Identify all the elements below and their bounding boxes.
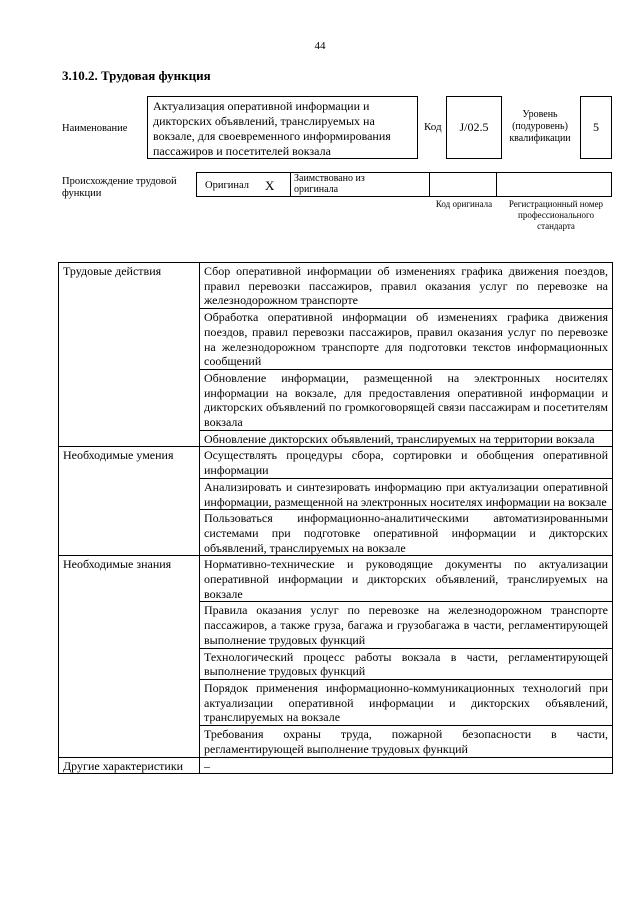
- origin-label: Происхождение трудовой функции: [62, 176, 177, 199]
- item-cell: Осуществлять процедуры сбора, сортировки и обобщения оперативной информации: [200, 447, 613, 478]
- original-mark: X: [265, 178, 275, 193]
- original-cell: [196, 172, 290, 197]
- code-caption: Код оригинала: [435, 199, 493, 209]
- item-cell: Технологический процесс работы вокзала в части, регламентирующей выполнение трудовых функций: [200, 648, 613, 679]
- code-label: Код: [424, 121, 442, 133]
- level-value-box: [580, 96, 612, 159]
- item-cell: Обработка оперативной информации об изменениях графика движения поездов, правил перевозки пассажиров, правил оказания услуг по перевозке на железнодорожном транспорте для подготовки текстов информационных сообщений: [200, 309, 613, 370]
- page-number: 44: [314, 40, 326, 52]
- reg-caption: Регистрационный номер профессионального стандарта: [508, 199, 604, 231]
- table-row: [59, 556, 613, 602]
- item-cell: Требования охраны труда, пожарной безопасности в части, регламентирующей выполнение трудовых функций: [200, 726, 613, 757]
- level-label: Уровень (подуровень) квалификации: [509, 109, 571, 144]
- origin-row: [196, 172, 612, 197]
- code-value-box: [446, 96, 502, 159]
- function-name: Актуализация оперативной информации и дикторских объявлений, транслируемых на вокзале, для своевременного информирования пассажиров и посетителей вокзала: [153, 99, 391, 158]
- table-row: [59, 263, 613, 309]
- item-cell: Обновление информации, размещенной на электронных носителях информации на вокзале, для предоставления оперативной информации и дикторских объявлений по громкоговорящей связи пассажирам и посетителям вокзала: [200, 369, 613, 430]
- function-details-table: [58, 262, 613, 774]
- code-value: J/02.5: [459, 120, 489, 134]
- category-cell: Необходимые умения: [59, 447, 200, 556]
- borrowed-label: Заимствовано из оригинала: [294, 173, 365, 195]
- level-value: 5: [593, 120, 599, 134]
- category-cell: Трудовые действия: [59, 263, 200, 447]
- function-name-box: [147, 96, 418, 159]
- item-cell: Анализировать и синтезировать информацию при актуализации оперативной информации, размещенной на электронных носителях информации на вокзале: [200, 478, 613, 509]
- original-label: Оригинал: [205, 180, 249, 191]
- item-cell: Обновление дикторских объявлений, транслируемых на территории вокзала: [200, 430, 613, 447]
- borrowed-cell: [290, 172, 430, 197]
- item-cell: Порядок применения информационно-коммуникационных технологий при актуализации оперативной информации и дикторских объявлений, транслируемых на вокзале: [200, 679, 613, 725]
- section-title: 3.10.2. Трудовая функция: [62, 68, 211, 83]
- item-cell: Нормативно-технические и руководящие документы по актуализации оперативной информации и дикторских объявлений, транслируемых на вокзале: [200, 556, 613, 602]
- category-cell: Другие характеристики: [59, 757, 200, 774]
- item-cell: Пользоваться информационно-аналитическими автоматизированными системами при подготовке оперативной информации и дикторских объявлений, транслируемых на вокзале: [200, 510, 613, 556]
- category-cell: Необходимые знания: [59, 556, 200, 757]
- original-code-cell: [429, 172, 497, 197]
- reg-number-cell: [496, 172, 612, 197]
- name-label: Наименование: [62, 123, 128, 134]
- item-cell: –: [200, 757, 613, 774]
- item-cell: Сбор оперативной информации об изменениях графика движения поездов, правил перевозки пассажиров, правил оказания услуг по перевозке на железнодорожном транспорте: [200, 263, 613, 309]
- table-row: [59, 757, 613, 774]
- item-cell: Правила оказания услуг по перевозке на железнодорожном транспорте пассажиров, а также груза, багажа и грузобагажа в части, регламентирующей выполнение трудовых функций: [200, 602, 613, 648]
- table-row: [59, 447, 613, 478]
